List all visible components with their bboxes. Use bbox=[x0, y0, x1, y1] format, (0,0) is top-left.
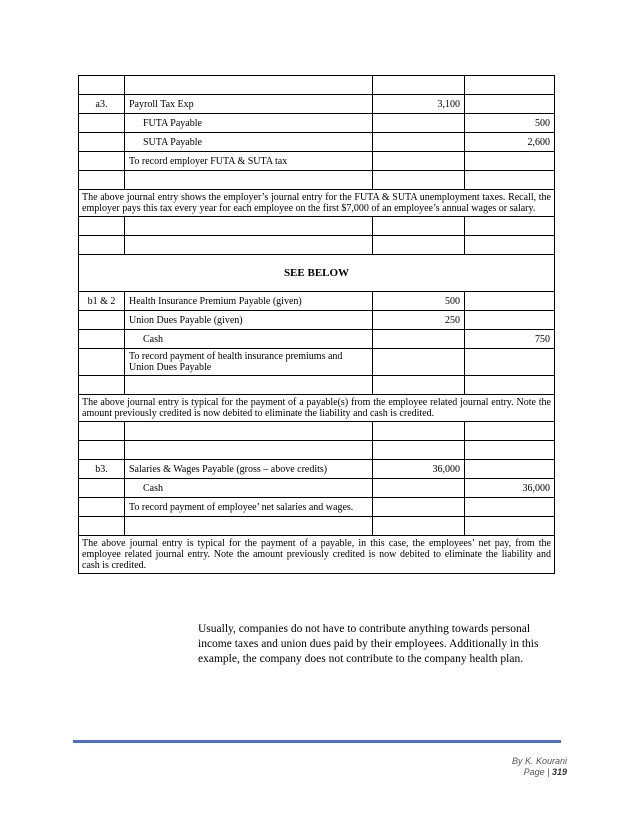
account-name: Payroll Tax Exp bbox=[125, 95, 373, 114]
debit-amount: 36,000 bbox=[373, 460, 465, 479]
credit-amount: 36,000 bbox=[465, 479, 555, 498]
table-row bbox=[79, 479, 555, 498]
table-row bbox=[79, 171, 555, 190]
table-row bbox=[79, 330, 555, 349]
table-row bbox=[79, 152, 555, 171]
table-row bbox=[79, 114, 555, 133]
debit-amount: 3,100 bbox=[373, 95, 465, 114]
account-name: SUTA Payable bbox=[125, 133, 373, 152]
table-row bbox=[79, 217, 555, 236]
debit-amount: 250 bbox=[373, 311, 465, 330]
author-credit: By K. Kourani bbox=[511, 756, 567, 766]
entry-explanation: The above journal entry shows the employer’s journal entry for the FUTA & SUTA unemployment taxes. Recall, the employer pays this tax every year for each employee on the first $7,000 of an employee’s annual wages or salary. bbox=[79, 190, 555, 217]
table-row bbox=[79, 190, 555, 217]
entry-ref: b3. bbox=[79, 460, 125, 479]
credit-amount: 500 bbox=[465, 114, 555, 133]
entry-memo: To record payment of employee’ net salaries and wages. bbox=[125, 498, 373, 517]
credit-amount: 750 bbox=[465, 330, 555, 349]
table-row bbox=[79, 395, 555, 422]
entry-explanation: The above journal entry is typical for the payment of a payable(s) from the employee related journal entry. Note the amount previously credited is now debited to eliminate the liability and cash is credited. bbox=[79, 395, 555, 422]
journal-entry-table bbox=[78, 75, 555, 574]
table-row bbox=[79, 95, 555, 114]
account-name: Cash bbox=[125, 330, 373, 349]
table-row bbox=[79, 376, 555, 395]
credit-amount: 2,600 bbox=[465, 133, 555, 152]
entry-memo: To record payment of health insurance premiums and Union Dues Payable bbox=[125, 349, 373, 376]
entry-explanation: The above journal entry is typical for the payment of a payable, in this case, the employees’ net pay, from the employee related journal entry. Note the amount previously credited is now debited to eliminate the liability and cash is credited. bbox=[79, 536, 555, 574]
account-name: FUTA Payable bbox=[125, 114, 373, 133]
table-row bbox=[79, 517, 555, 536]
table-row bbox=[79, 349, 555, 376]
section-heading: SEE BELOW bbox=[79, 255, 555, 292]
page-number-line bbox=[512, 767, 567, 778]
footnote-paragraph: Usually, companies do not have to contribute anything towards personal income taxes and union dues paid by their employees. Additionally in this example, the company does not contribute to the company health plan. bbox=[198, 623, 539, 665]
entry-ref: a3. bbox=[79, 95, 125, 114]
table-row bbox=[79, 441, 555, 460]
table-row bbox=[79, 292, 555, 311]
table-row bbox=[79, 536, 555, 574]
footer-rule bbox=[73, 740, 561, 743]
table-row bbox=[79, 255, 555, 292]
page-footer bbox=[512, 756, 567, 778]
page-label: Page bbox=[523, 767, 545, 777]
table-row bbox=[79, 133, 555, 152]
debit-amount: 500 bbox=[373, 292, 465, 311]
table-row bbox=[79, 311, 555, 330]
account-name: Salaries & Wages Payable (gross – above credits) bbox=[125, 460, 373, 479]
page-separator: | bbox=[544, 767, 552, 777]
page-number: 319 bbox=[551, 767, 567, 777]
table-row bbox=[79, 76, 555, 95]
account-name: Health Insurance Premium Payable (given) bbox=[125, 292, 373, 311]
table-row bbox=[79, 236, 555, 255]
table-row bbox=[79, 460, 555, 479]
entry-ref: b1 & 2 bbox=[79, 292, 125, 311]
account-name: Cash bbox=[125, 479, 373, 498]
table-row bbox=[79, 498, 555, 517]
account-name: Union Dues Payable (given) bbox=[125, 311, 373, 330]
entry-memo: To record employer FUTA & SUTA tax bbox=[125, 152, 373, 171]
table-row bbox=[79, 422, 555, 441]
